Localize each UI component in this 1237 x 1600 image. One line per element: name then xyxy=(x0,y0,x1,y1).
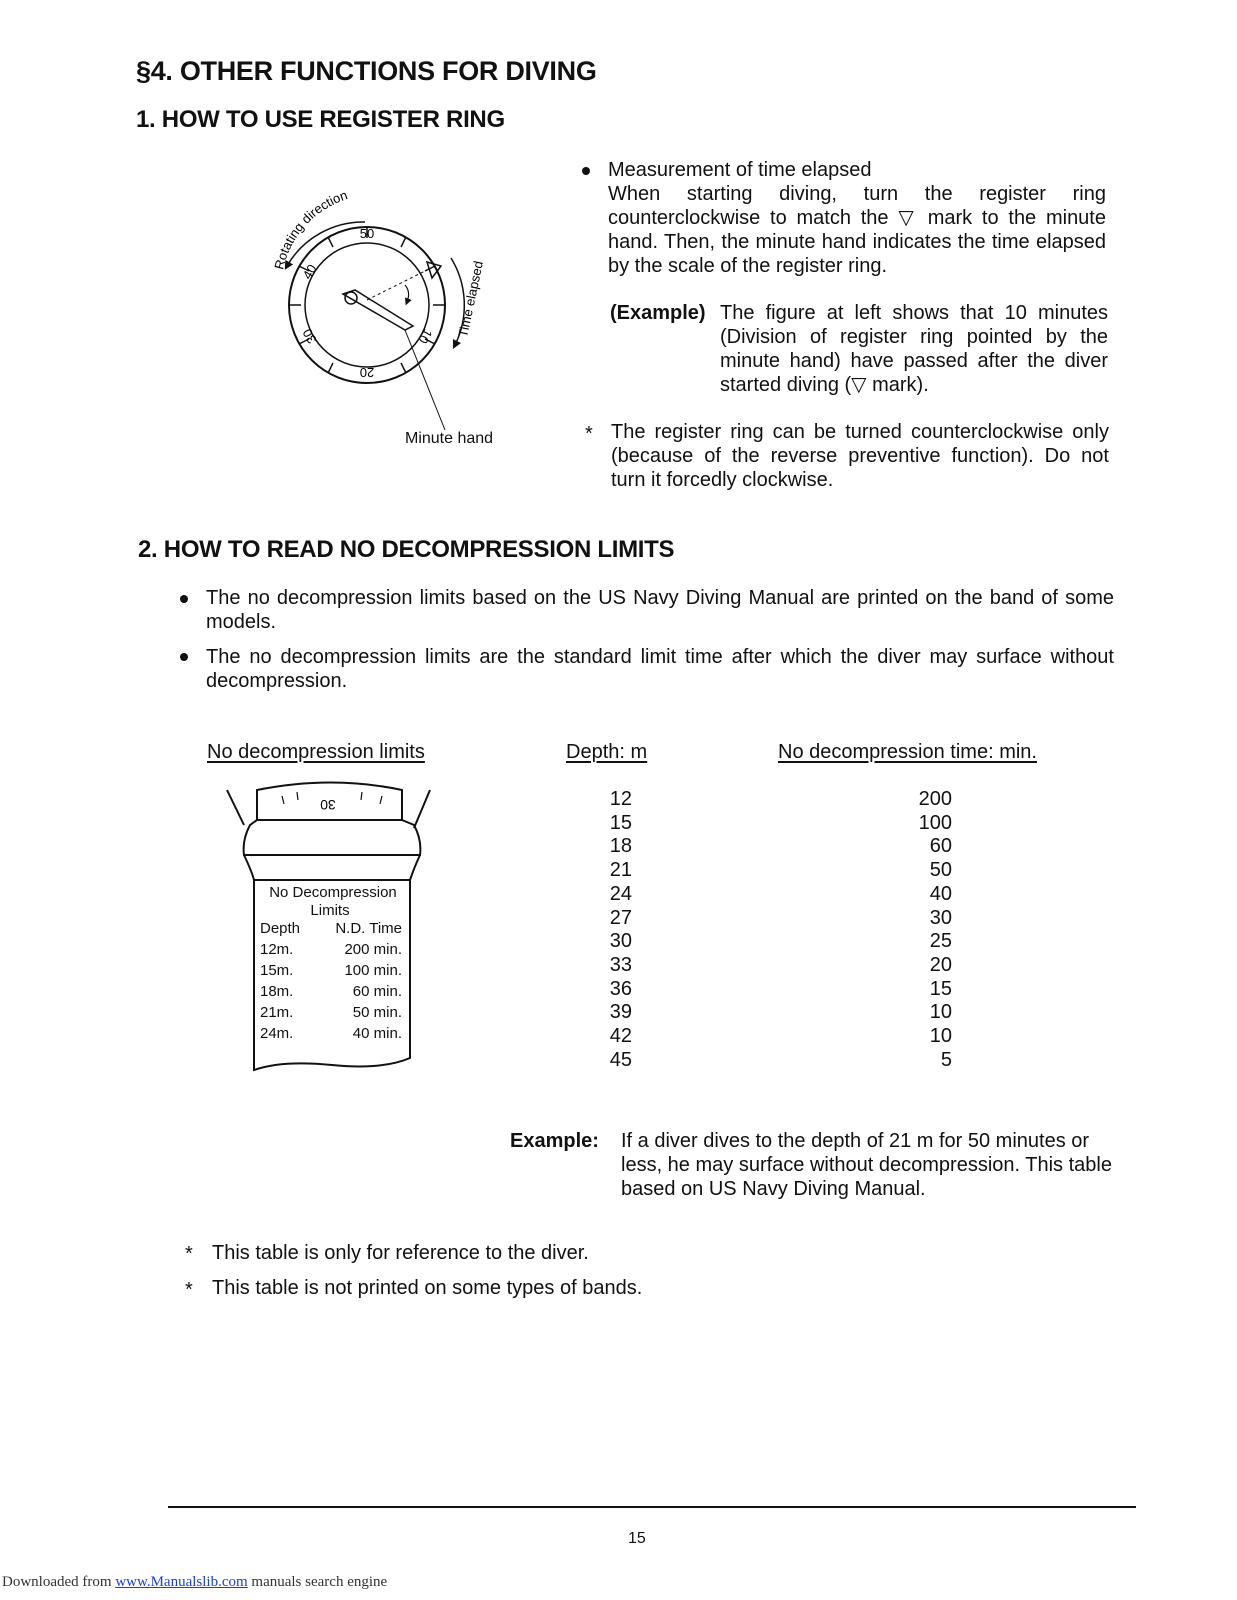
ring-number-30: 30 xyxy=(299,326,320,347)
time-value: 20 xyxy=(929,953,952,976)
time-value: 200 xyxy=(918,788,952,810)
bullet-body: When starting diving, turn the register ring counterclockwise to match the ▽ mark to the minute hand. Then, the minute hand indicates the time elapsed by the scale of the register ring. xyxy=(608,183,1106,277)
manualslib-link[interactable]: www.Manualslib.com xyxy=(115,1574,248,1590)
ring-number-40: 40 xyxy=(299,261,320,282)
example-first-line xyxy=(720,301,1108,397)
example-text: The figure at left shows that 10 minutes (Division of register ring pointed by the minute hand) have passed after the diver started diving (▽ mark). xyxy=(720,302,1108,396)
band-row: 21m. 50 min. xyxy=(260,1004,402,1021)
depth-value: 39 xyxy=(609,1001,632,1024)
sub2-bullet-1: The no decompression limits based on the US Navy Diving Manual are printed on the band of some models. xyxy=(206,587,1114,633)
header-limits: No decompression limits xyxy=(207,741,425,763)
time-value: 60 xyxy=(929,835,952,858)
ring-number-50: 50 xyxy=(359,226,375,241)
depth-value: 12 xyxy=(609,788,632,810)
bullet-dot xyxy=(180,653,188,661)
minute-hand-label: Minute hand xyxy=(405,430,494,447)
sub2-bullet-2: The no decompression limits are the standard limit time after which the diver may surface without decompression. xyxy=(206,646,1114,692)
depth-value: 27 xyxy=(609,906,632,929)
footer-rule xyxy=(168,1506,1136,1508)
header-time: No decompression time: min. xyxy=(778,741,1037,763)
band-row: 18m. 60 min. xyxy=(260,983,402,1000)
depth-value: 30 xyxy=(609,930,632,953)
depth-value: 24 xyxy=(609,882,632,905)
note-2: This table is not printed on some types of bands. xyxy=(212,1277,643,1299)
rotating-direction-label: Rotating direction xyxy=(271,187,350,271)
register-ring-figure xyxy=(255,180,515,460)
page-number: 15 xyxy=(628,1530,646,1547)
section-title: §4. OTHER FUNCTIONS FOR DIVING xyxy=(136,56,597,86)
note-1: This table is only for reference to the diver. xyxy=(212,1242,589,1264)
depth-value: 18 xyxy=(609,835,632,858)
time-value: 25 xyxy=(929,930,952,953)
depth-column xyxy=(590,788,632,1072)
time-elapsed-label: Time elapsed xyxy=(455,259,486,339)
band-bezel-number: 30 xyxy=(320,797,336,813)
sub2-title: 2. HOW TO READ NO DECOMPRESSION LIMITS xyxy=(138,536,675,563)
band-row: 24m. 40 min. xyxy=(260,1025,402,1042)
band-row: 15m. 100 min. xyxy=(260,962,402,979)
band-header-row xyxy=(250,918,410,939)
asterisk: * xyxy=(185,1243,193,1265)
asterisk: * xyxy=(585,423,593,445)
time-value: 15 xyxy=(929,977,952,1000)
time-column xyxy=(890,788,952,1072)
depth-value: 36 xyxy=(609,977,632,1000)
footer-download xyxy=(2,1574,387,1591)
asterisk: * xyxy=(185,1279,193,1301)
bullet-dot xyxy=(582,167,590,175)
example-label: (Example) xyxy=(610,302,706,324)
register-note: The register ring can be turned counterclockwise only (because of the reverse preventive function). Do not turn it forcedly clockwise. xyxy=(611,421,1109,491)
depth-value: 15 xyxy=(609,811,632,834)
ring-number-10: 10 xyxy=(415,326,436,347)
time-value: 5 xyxy=(940,1048,952,1071)
time-value: 10 xyxy=(929,1001,952,1024)
time-value: 50 xyxy=(929,859,952,882)
sub2-example-label: Example: xyxy=(510,1130,599,1152)
sub1-title: 1. HOW TO USE REGISTER RING xyxy=(136,106,505,133)
ring-number-20: 20 xyxy=(359,365,375,380)
depth-value: 21 xyxy=(609,859,632,882)
footer-suffix: manuals search engine xyxy=(247,1574,388,1590)
band-title-2: Limits xyxy=(310,902,350,919)
depth-value: 45 xyxy=(609,1048,632,1071)
time-value: 100 xyxy=(918,811,952,834)
header-depth: Depth: m xyxy=(566,741,648,763)
bullet-title: Measurement of time elapsed xyxy=(608,159,872,181)
bullet-dot xyxy=(180,595,188,603)
band-col-depth: Depth xyxy=(260,920,301,937)
footer-prefix: Downloaded from xyxy=(2,1574,116,1590)
sub2-example-text: If a diver dives to the depth of 21 m for 50 minutes or less, he may surface without decompression. This table based on US Navy Diving Manual. xyxy=(621,1130,1112,1200)
time-value: 40 xyxy=(929,882,952,905)
depth-value: 33 xyxy=(609,953,632,976)
depth-value: 42 xyxy=(609,1025,632,1048)
time-value: 10 xyxy=(929,1025,952,1048)
time-value: 30 xyxy=(929,906,952,929)
band-title-1: No Decompression xyxy=(269,884,397,901)
band-col-time: N.D. Time xyxy=(335,920,402,937)
band-table xyxy=(250,882,410,1044)
band-row: 12m. 200 min. xyxy=(260,941,402,958)
minute-hand-icon xyxy=(343,290,413,330)
